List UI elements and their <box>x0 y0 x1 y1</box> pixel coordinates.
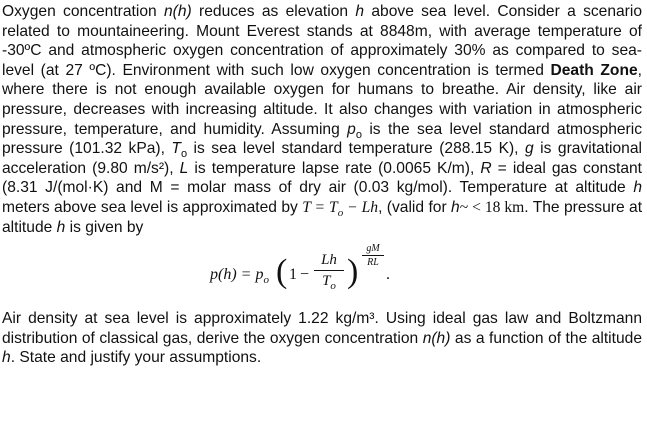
exponent-denominator: RL <box>367 257 379 269</box>
text-segment: Oxygen concentration <box>2 3 164 20</box>
text-segment: above sea level. Consider a scenario related to mountaineering. Mount Everest stands at 8848m, with average temperature of -30ºC and atmospheric oxygen concentration of approximately 30% as compared to sea-level (at 27 ºC). Environment with such low oxygen concentration is termed <box>2 3 643 79</box>
fraction <box>314 251 344 293</box>
text-segment: = ideal gas constant (8.31 J/(mol·K) and M = molar mass of dry air (0.03 kg/mol). Temperature at altitude <box>2 159 642 197</box>
pressure-equation <box>2 237 642 309</box>
equation-period: . <box>386 266 390 284</box>
var-h: h <box>56 218 66 236</box>
var-T0-sub: o <box>180 148 188 161</box>
text-segment: is sea level standard temperature (288.15 K), <box>187 140 525 158</box>
text-segment: reduces as elevation <box>191 3 356 20</box>
temperature-equation-sub: o <box>337 207 344 220</box>
var-h: h <box>355 3 365 20</box>
text-segment: as a function of the altitude <box>450 329 642 347</box>
fraction-den-text: T <box>322 273 331 290</box>
text-segment: meters above sea level is approximated by <box>2 198 303 216</box>
equation-one: 1 <box>289 266 297 284</box>
equation-lhs-sub: o <box>263 274 269 287</box>
text-segment: is the sea level standard atmospheric pressure (101.32 kPa), <box>2 120 642 158</box>
fraction-numerator: Lh <box>321 252 337 269</box>
fraction-bar <box>314 270 344 271</box>
exponent <box>362 243 384 268</box>
fraction-denominator <box>314 272 344 293</box>
problem-paragraph-2 <box>2 309 642 368</box>
text-segment: . State and justify your assumptions. <box>10 349 262 367</box>
text-segment: Air density at sea level is approximately 1.22 kg/m³. Using ideal gas law and Boltzmann distribution of classical gas, derive the oxygen concentration <box>2 310 642 347</box>
right-paren: ) <box>347 253 359 291</box>
var-p0-sub: o <box>355 128 362 141</box>
text-segment: is given by <box>65 218 144 236</box>
var-n-h: n(h) <box>164 3 192 20</box>
death-zone-term: Death Zone <box>550 61 638 79</box>
fraction-den-sub: o <box>330 280 336 293</box>
var-n-h: n(h) <box>422 329 451 347</box>
text-segment: . The pressure at altitude <box>2 198 643 236</box>
left-paren: ( <box>276 253 288 291</box>
var-h: h <box>451 198 460 216</box>
var-g: g <box>524 140 534 158</box>
temperature-equation: T = T <box>302 198 338 216</box>
var-p0: p <box>347 120 356 138</box>
exponent-bar <box>362 255 384 256</box>
validity-range: ~ < 18 km <box>459 198 525 216</box>
problem-paragraph-1 <box>2 2 642 237</box>
var-T0: T <box>171 140 181 158</box>
var-h: h <box>2 349 11 367</box>
text-segment: is temperature lapse rate (0.0065 K/m), <box>188 159 481 177</box>
equation-lhs <box>210 265 269 285</box>
equation-minus: − <box>300 266 310 284</box>
var-L: L <box>179 159 189 177</box>
document-page <box>2 2 642 368</box>
exponent-numerator: gM <box>366 243 380 255</box>
text-segment: , where there is not enough available oxygen for humans to breathe. Air density, like air pressure, decreases with increasing altitude. It also changes with variation in atmospheric pressure, temperature, and humidity. Assuming <box>2 61 642 138</box>
text-segment: , (valid for <box>378 198 452 216</box>
equation-lhs-text: p(h) = p <box>210 266 264 284</box>
var-R: R <box>480 159 492 177</box>
text-segment: is gravitational acceleration (9.80 m/s²), <box>2 140 642 177</box>
var-h: h <box>633 179 642 197</box>
temperature-equation-rest: − Lh <box>343 198 379 216</box>
